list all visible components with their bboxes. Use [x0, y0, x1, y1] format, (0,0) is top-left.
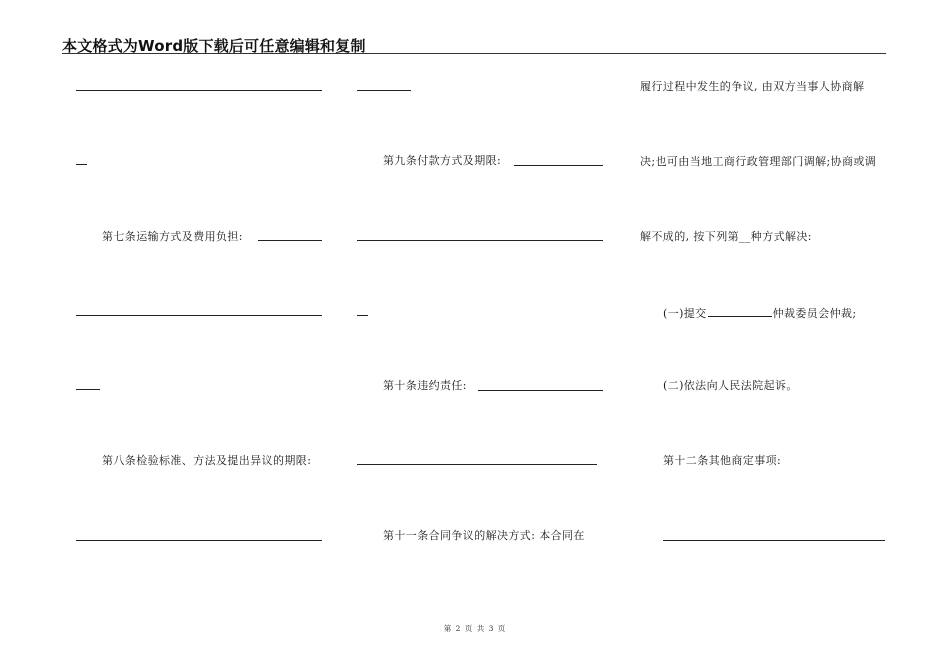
- blank-line: [357, 90, 411, 91]
- blank-line: [478, 390, 603, 391]
- dispute-text-line-3: 解不成的, 按下列第__种方式解决:: [640, 230, 812, 243]
- option-1-suffix: 仲裁委员会仲裁;: [772, 307, 857, 320]
- option-1-arbitration: [663, 305, 857, 321]
- article-9-label: 第九条付款方式及期限:: [383, 154, 502, 167]
- option-2-court: (二)依法向人民法院起诉。: [663, 379, 798, 392]
- blank-line: [76, 389, 100, 390]
- blank-line: [76, 540, 322, 541]
- blank-line: [357, 315, 368, 316]
- article-8-label: 第八条检验标准、方法及提出异议的期限:: [102, 454, 312, 467]
- blank-line: [357, 464, 597, 465]
- blank-line: [663, 540, 885, 541]
- header-rule: [62, 53, 886, 54]
- article-11-label: 第十一条合同争议的解决方式: 本合同在: [383, 529, 585, 542]
- page-footer: 第 2 页 共 3 页: [443, 624, 507, 633]
- dispute-text-line-2: 决;也可由当地工商行政管理部门调解;协商或调: [640, 155, 877, 168]
- blank-line: [514, 165, 603, 166]
- blank-line: [76, 164, 87, 165]
- blank-line: [76, 315, 322, 316]
- blank-line: [76, 90, 322, 91]
- article-7-label: 第七条运输方式及费用负担:: [102, 230, 243, 243]
- blank-line: [357, 240, 603, 241]
- dispute-text-line-1: 履行过程中发生的争议, 由双方当事人协商解: [640, 80, 865, 93]
- blank-line: [258, 240, 322, 241]
- blank-line: [708, 305, 772, 317]
- article-12-label: 第十二条其他商定事项:: [663, 454, 782, 467]
- header-title: 本文格式为Word版下载后可任意编辑和复制: [62, 37, 366, 55]
- article-10-label: 第十条违约责任:: [383, 379, 467, 392]
- option-1-prefix: (一)提交: [663, 307, 707, 320]
